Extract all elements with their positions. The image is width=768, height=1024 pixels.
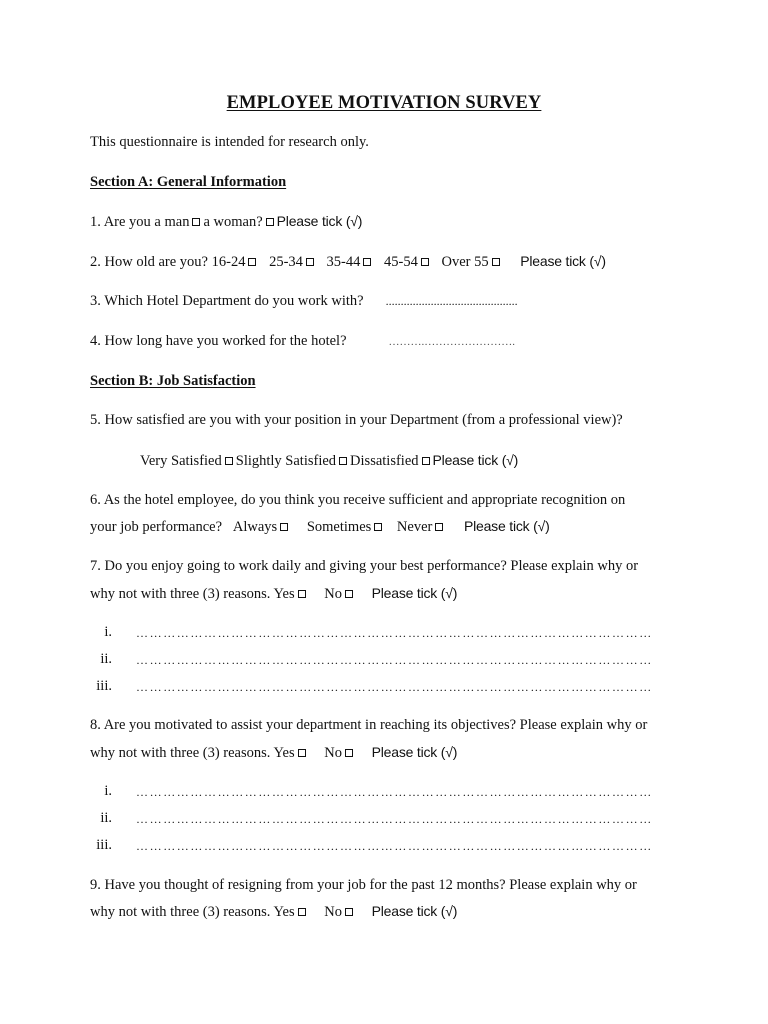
- question-7-line-1: 7. Do you enjoy going to work daily and giving your best performance? Please explain why or: [90, 558, 639, 574]
- answer-line[interactable]: ……………………………………………………………………………………………………: [136, 812, 653, 826]
- option-no: No: [324, 586, 342, 602]
- please-tick-hint: Please tick (√): [432, 452, 519, 468]
- question-6-line-2: [90, 518, 550, 536]
- option-slightly-satisfied: Slightly Satisfied: [235, 453, 337, 469]
- reason-number: ii.: [100, 810, 112, 826]
- please-tick-hint: Please tick (√): [463, 518, 550, 534]
- checkbox-man[interactable]: [192, 218, 200, 226]
- section-b-heading: Section B: Job Satisfaction: [90, 373, 256, 389]
- checkbox-very-satisfied[interactable]: [225, 457, 233, 465]
- answer-line[interactable]: ……………………………………………………………………………………………………: [136, 653, 653, 667]
- reason-number: i.: [104, 624, 112, 640]
- question-7-line-2: [90, 585, 457, 603]
- option-age-16-24: 16-24: [211, 254, 246, 270]
- checkbox-slightly-satisfied[interactable]: [339, 457, 347, 465]
- please-tick-hint: Please tick (√): [371, 585, 458, 601]
- question-5-text: 5. How satisfied are you with your position in your Department (from a professional view)?: [90, 412, 623, 428]
- question-9-line-1: 9. Have you thought of resigning from your job for the past 12 months? Please explain why or: [90, 877, 637, 893]
- option-no: No: [324, 745, 342, 761]
- checkbox-age-over-55[interactable]: [492, 258, 500, 266]
- checkbox-yes[interactable]: [298, 590, 306, 598]
- checkbox-no[interactable]: [345, 749, 353, 757]
- answer-line[interactable]: ……………………………………………………………………………………………………: [136, 839, 653, 853]
- question-8-line-2: [90, 744, 457, 762]
- question-1-text: 1. Are you a man: [90, 214, 190, 230]
- question-3-text: 3. Which Hotel Department do you work with?: [90, 293, 364, 309]
- department-answer-blank[interactable]: ............................................: [385, 294, 518, 308]
- checkbox-age-16-24[interactable]: [248, 258, 256, 266]
- question-5-options: [140, 452, 518, 470]
- option-yes: Yes: [273, 745, 295, 761]
- option-yes: Yes: [273, 586, 295, 602]
- question-2-text: 2. How old are you?: [90, 254, 208, 270]
- question-7-text: why not with three (3) reasons.: [90, 586, 271, 602]
- intro-text: This questionnaire is intended for research only.: [90, 134, 369, 150]
- option-age-35-44: 35-44: [326, 254, 361, 270]
- question-8-line-1: 8. Are you motivated to assist your department in reaching its objectives? Please explain why or: [90, 717, 648, 733]
- answer-line[interactable]: ……………………………………………………………………………………………………: [136, 785, 653, 799]
- reason-number: ii.: [100, 651, 112, 667]
- reason-number: iii.: [96, 678, 112, 694]
- option-sometimes: Sometimes: [306, 519, 372, 535]
- option-yes: Yes: [273, 904, 295, 920]
- page-title: EMPLOYEE MOTIVATION SURVEY: [226, 93, 542, 113]
- option-always: Always: [232, 519, 278, 535]
- answer-line[interactable]: ……………………………………………………………………………………………………: [136, 680, 653, 694]
- question-9-line-2: [90, 903, 457, 921]
- question-1: [90, 213, 362, 231]
- answer-line[interactable]: ……………………………………………………………………………………………………: [136, 626, 653, 640]
- question-3: [90, 293, 518, 310]
- checkbox-age-45-54[interactable]: [421, 258, 429, 266]
- option-woman: a woman?: [203, 214, 263, 230]
- checkbox-no[interactable]: [345, 590, 353, 598]
- option-age-over-55: Over 55: [441, 254, 489, 270]
- checkbox-dissatisfied[interactable]: [422, 457, 430, 465]
- checkbox-yes[interactable]: [298, 749, 306, 757]
- checkbox-sometimes[interactable]: [374, 523, 382, 531]
- option-no: No: [324, 904, 342, 920]
- question-4-text: 4. How long have you worked for the hotel?: [90, 333, 347, 349]
- checkbox-age-35-44[interactable]: [363, 258, 371, 266]
- option-very-satisfied: Very Satisfied: [140, 453, 222, 469]
- checkbox-age-25-34[interactable]: [306, 258, 314, 266]
- question-2: [90, 253, 606, 271]
- checkbox-no[interactable]: [345, 908, 353, 916]
- reason-number: iii.: [96, 837, 112, 853]
- section-a-heading: Section A: General Information: [90, 174, 287, 190]
- question-6-line-1: 6. As the hotel employee, do you think you receive sufficient and appropriate recognition on: [90, 492, 626, 508]
- option-dissatisfied: Dissatisfied: [350, 453, 419, 469]
- tenure-answer-blank[interactable]: ……….…………………….: [388, 336, 516, 348]
- question-8-text: why not with three (3) reasons.: [90, 745, 271, 761]
- please-tick-hint: Please tick (√): [520, 253, 606, 269]
- checkbox-always[interactable]: [280, 523, 288, 531]
- reason-number: i.: [104, 783, 112, 799]
- option-age-25-34: 25-34: [269, 254, 303, 270]
- checkbox-yes[interactable]: [298, 908, 306, 916]
- question-6-text: your job performance?: [90, 519, 223, 535]
- option-age-45-54: 45-54: [384, 254, 418, 270]
- please-tick-hint: Please tick (√): [276, 213, 363, 229]
- checkbox-woman[interactable]: [266, 218, 274, 226]
- please-tick-hint: Please tick (√): [371, 744, 458, 760]
- please-tick-hint: Please tick (√): [371, 903, 458, 919]
- option-never: Never: [396, 519, 433, 535]
- question-4: [90, 333, 515, 350]
- checkbox-never[interactable]: [435, 523, 443, 531]
- question-9-text: why not with three (3) reasons.: [90, 904, 271, 920]
